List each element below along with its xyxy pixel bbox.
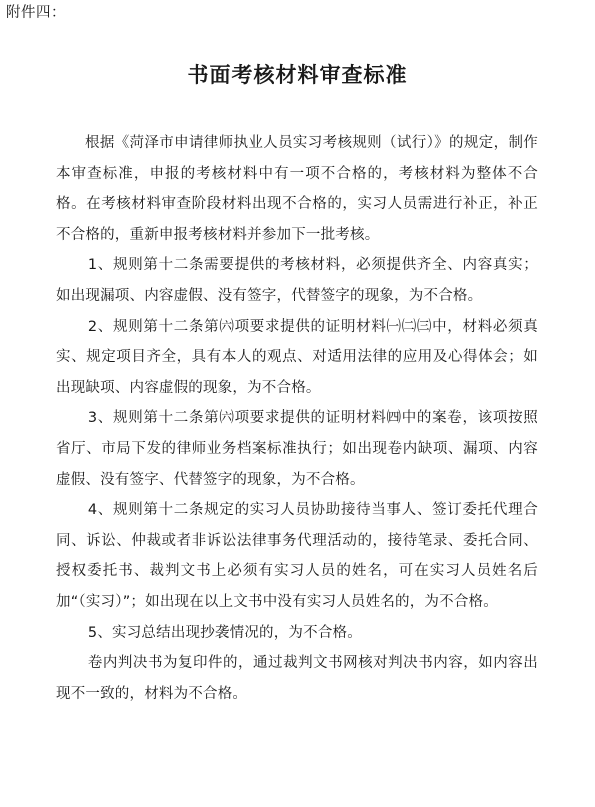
rule-item-5: 5、实习总结出现抄袭情况的，为不合格。 xyxy=(87,624,362,641)
judgment-copy-paragraph: 卷内判决书为复印件的，通过裁判文书网核对判决书内容，如内容出现不一致的，材料为不合格。 xyxy=(56,655,538,702)
attachment-label: 附件四： xyxy=(6,5,66,21)
rule-item-1: 1、规则第十二条需要提供的考核材料，必须提供齐全、内容真实；如出现漏项、内容虚假、没有签字，代替签字的现象，为不合格。 xyxy=(56,257,538,304)
document-body xyxy=(56,128,538,709)
intro-paragraph: 根据《菏泽市申请律师执业人员实习考核规则（试行）》的规定，制作本审查标准，申报的考核材料中有一项不合格的，考核材料为整体不合格。在考核材料审查阶段材料出现不合格的，实习人员需进行补正，补正不合格的，重新申报考核材料并参加下一批考核。 xyxy=(56,135,538,243)
document-title: 书面考核材料审查标准 xyxy=(187,63,408,87)
rule-item-2: 2、规则第十二条第㈥项要求提供的证明材料㈠㈡㈢中，材料必须真实、规定项目齐全，具有本人的观点、对适用法律的应用及心得体会；如出现缺项、内容虚假的现象，为不合格。 xyxy=(56,318,538,396)
rule-item-4: 4、规则第十二条规定的实习人员协助接待当事人、签订委托代理合同、诉讼、仲裁或者非诉讼法律事务代理活动的，接待笔录、委托合同、授权委托书、裁判文书上必须有实习人员的姓名，可在实习人员姓名后加“（实习）”；如出现在以上文书中没有实习人员姓名的，为不合格。 xyxy=(56,502,538,610)
rule-item-3: 3、规则第十二条第㈥项要求提供的证明材料㈣中的案卷，该项按照省厅、市局下发的律师业务档案标准执行；如出现卷内缺项、漏项、内容虚假、没有签字、代替签字的现象，为不合格。 xyxy=(56,410,538,488)
